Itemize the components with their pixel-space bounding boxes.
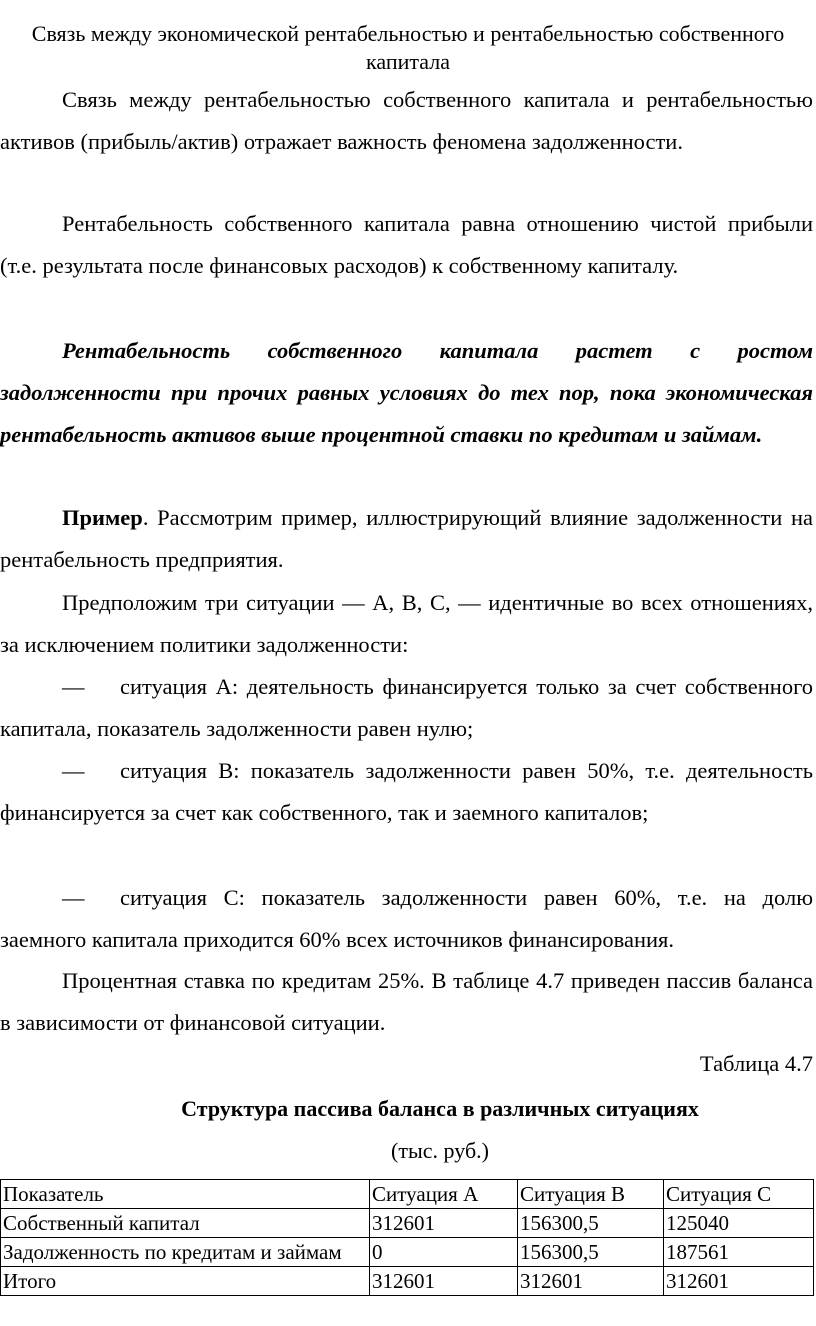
paragraph-3-emphasis: Рентабельность собственного капитала растет с ростом задолженности при прочих равных условиях до тех пор, пока экономическая рентабельность активов выше процентной ставки по кредитам и займам. xyxy=(0,338,813,447)
paragraph-5: Предположим три ситуации — А, В, С, — идентичные во всех отношениях, за исключением политики задолженности: xyxy=(0,590,813,657)
dash-marker: — xyxy=(62,758,85,783)
table-cell: 312601 xyxy=(370,1209,518,1238)
table-row xyxy=(1,1209,814,1238)
table-cell: 156300,5 xyxy=(517,1238,663,1267)
table-unit: (тыс. руб.) xyxy=(391,1138,489,1163)
table-cell: 312601 xyxy=(664,1267,814,1296)
header-cell: Ситуация А xyxy=(370,1180,518,1209)
list-item-text: ситуация А: деятельность финансируется только за счет собственного капитала, показатель задолженности равен нулю; xyxy=(0,674,813,741)
document-title: Связь между экономической рентабельностью и рентабельностью собственного капитала xyxy=(31,21,785,74)
table-header-row xyxy=(1,1180,814,1209)
table-title: Структура пассива баланса в различных ситуациях xyxy=(181,1096,699,1121)
paragraph-1: Связь между рентабельностью собственного капитала и рентабельностью активов (прибыль/актив) отражает важность феномена задолженности. xyxy=(0,87,813,154)
table-cell: 187561 xyxy=(664,1238,814,1267)
example-text: . Рассмотрим пример, иллюстрирующий влияние задолженности на рентабельность предприятия. xyxy=(0,505,813,572)
list-item-situation-a xyxy=(0,666,813,750)
table-cell: 312601 xyxy=(370,1267,518,1296)
balance-structure-table xyxy=(0,1179,814,1296)
paragraph-4-example xyxy=(0,497,813,581)
example-label: Пример xyxy=(62,505,143,530)
paragraph-2: Рентабельность собственного капитала равна отношению чистой прибыли (т.е. результата после финансовых расходов) к собственному капиталу. xyxy=(0,211,813,278)
table-row xyxy=(1,1267,814,1296)
dash-marker: — xyxy=(62,674,85,699)
table-cell: 312601 xyxy=(517,1267,663,1296)
list-item-situation-b xyxy=(0,750,813,834)
table-cell: Задолженность по кредитам и займам xyxy=(1,1238,370,1267)
table-cell: 156300,5 xyxy=(517,1209,663,1238)
table-cell: 125040 xyxy=(664,1209,814,1238)
dash-marker: — xyxy=(62,885,85,910)
table-cell: Итого xyxy=(1,1267,370,1296)
table-cell: Собственный капитал xyxy=(1,1209,370,1238)
table-row xyxy=(1,1238,814,1267)
paragraph-6: Процентная ставка по кредитам 25%. В таблице 4.7 приведен пассив баланса в зависимости от финансовой ситуации. xyxy=(0,968,813,1035)
list-item-text: ситуация С: показатель задолженности равен 60%, т.е. на долю заемного капитала приходится 60% всех источников финансирования. xyxy=(0,885,813,952)
header-cell: Ситуация С xyxy=(664,1180,814,1209)
list-item-text: ситуация В: показатель задолженности равен 50%, т.е. деятельность финансируется за счет как собственного, так и заемного капиталов; xyxy=(0,758,813,825)
table-cell: 0 xyxy=(370,1238,518,1267)
header-cell: Ситуация В xyxy=(517,1180,663,1209)
header-cell: Показатель xyxy=(1,1180,370,1209)
list-item-situation-c xyxy=(0,877,813,961)
table-label: Таблица 4.7 xyxy=(699,1051,813,1076)
